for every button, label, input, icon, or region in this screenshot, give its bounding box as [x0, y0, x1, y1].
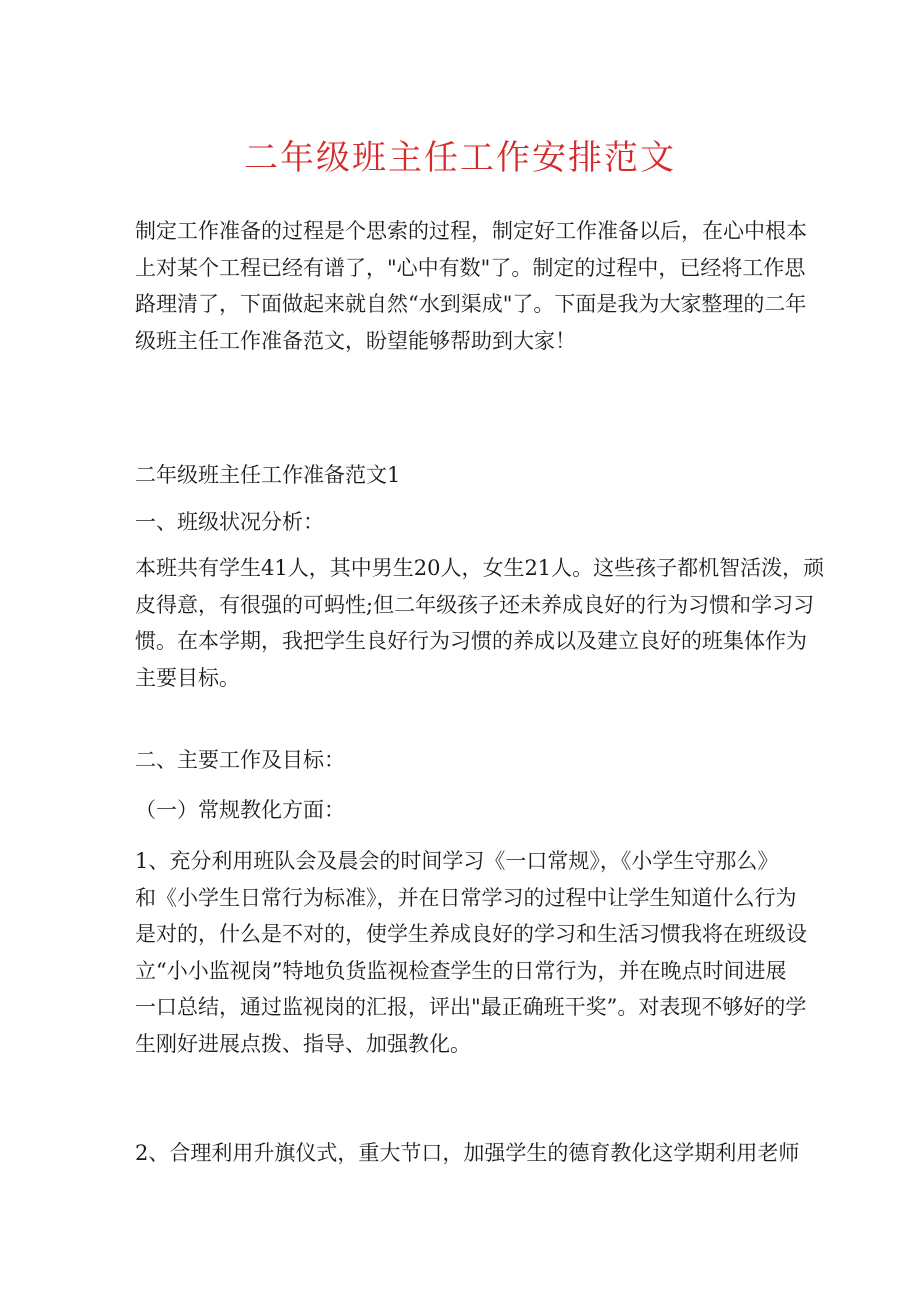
heading-class-analysis: 一、班级状况分析： [135, 510, 324, 534]
paragraph-line: 主要目标。 [135, 665, 240, 690]
paragraph-line: 是对的，什么是不对的，使学生养成良好的学习和生活习惯我将在班级设 [135, 922, 807, 946]
paragraph-line: 皮得意，有很强的可蚂性;但二年级孩子还未养成良好的行为习惯和学习习 [135, 592, 815, 617]
section-title: 二年级班主任工作准备范文1 [135, 463, 401, 487]
intro-line: 路理清了，下面做起来就自然“水到渠成"了。下面是我为大家整理的二年 [135, 292, 807, 316]
paragraph-line: 惯。在本学期，我把学生良好行为习惯的养成以及建立良好的班集体作为 [135, 629, 807, 653]
paragraph-line: 一口总结，通过监视岗的汇报，评出"最正确班干奖”。对表现不够好的学 [135, 995, 807, 1019]
intro-paragraph [135, 213, 807, 359]
paragraph-line: 1、充分利用班队会及晨会的时间学习《一口常规》，《小学生守那么》 [135, 849, 779, 873]
list-item-1 [135, 843, 807, 1062]
paragraph-line: 本班共有学生41人，其中男生20人，女生21人。这些孩子都机智活泼，顽 [135, 556, 825, 580]
paragraph-line: 立“小小监视岗”特地负货监视检查学生的日常行为，并在晚点时间进展 [135, 958, 787, 983]
list-item-2 [135, 1135, 800, 1172]
document-title: 二年级班主任工作安排范文 [244, 138, 676, 178]
paragraph-line: 生刚好进展点拨、指导、加强教化。 [135, 1031, 471, 1056]
paragraph-class-analysis [135, 550, 825, 696]
paragraph-line: 2、合理利用升旗仪式，重大节口，加强学生的德育教化这学期利用老师 [135, 1141, 800, 1165]
paragraph-line: 和《小学生日常行为标准》，并在日常学习的过程中让学生知道什么行为 [135, 885, 797, 910]
intro-line: 制定工作准备的过程是个思索的过程，制定好工作准备以后，在心中根本 [135, 219, 807, 243]
subheading-routine-education: （一）常规教化方面： [135, 798, 345, 822]
heading-main-work: 二、主要工作及目标： [135, 748, 345, 772]
intro-line: 上对某个工程已经有谱了，"心中有数"了。制定的过程中，已经将工作思 [135, 255, 806, 280]
intro-line: 级班主任工作准备范文，盼望能够帮助到大家！ [135, 328, 576, 353]
